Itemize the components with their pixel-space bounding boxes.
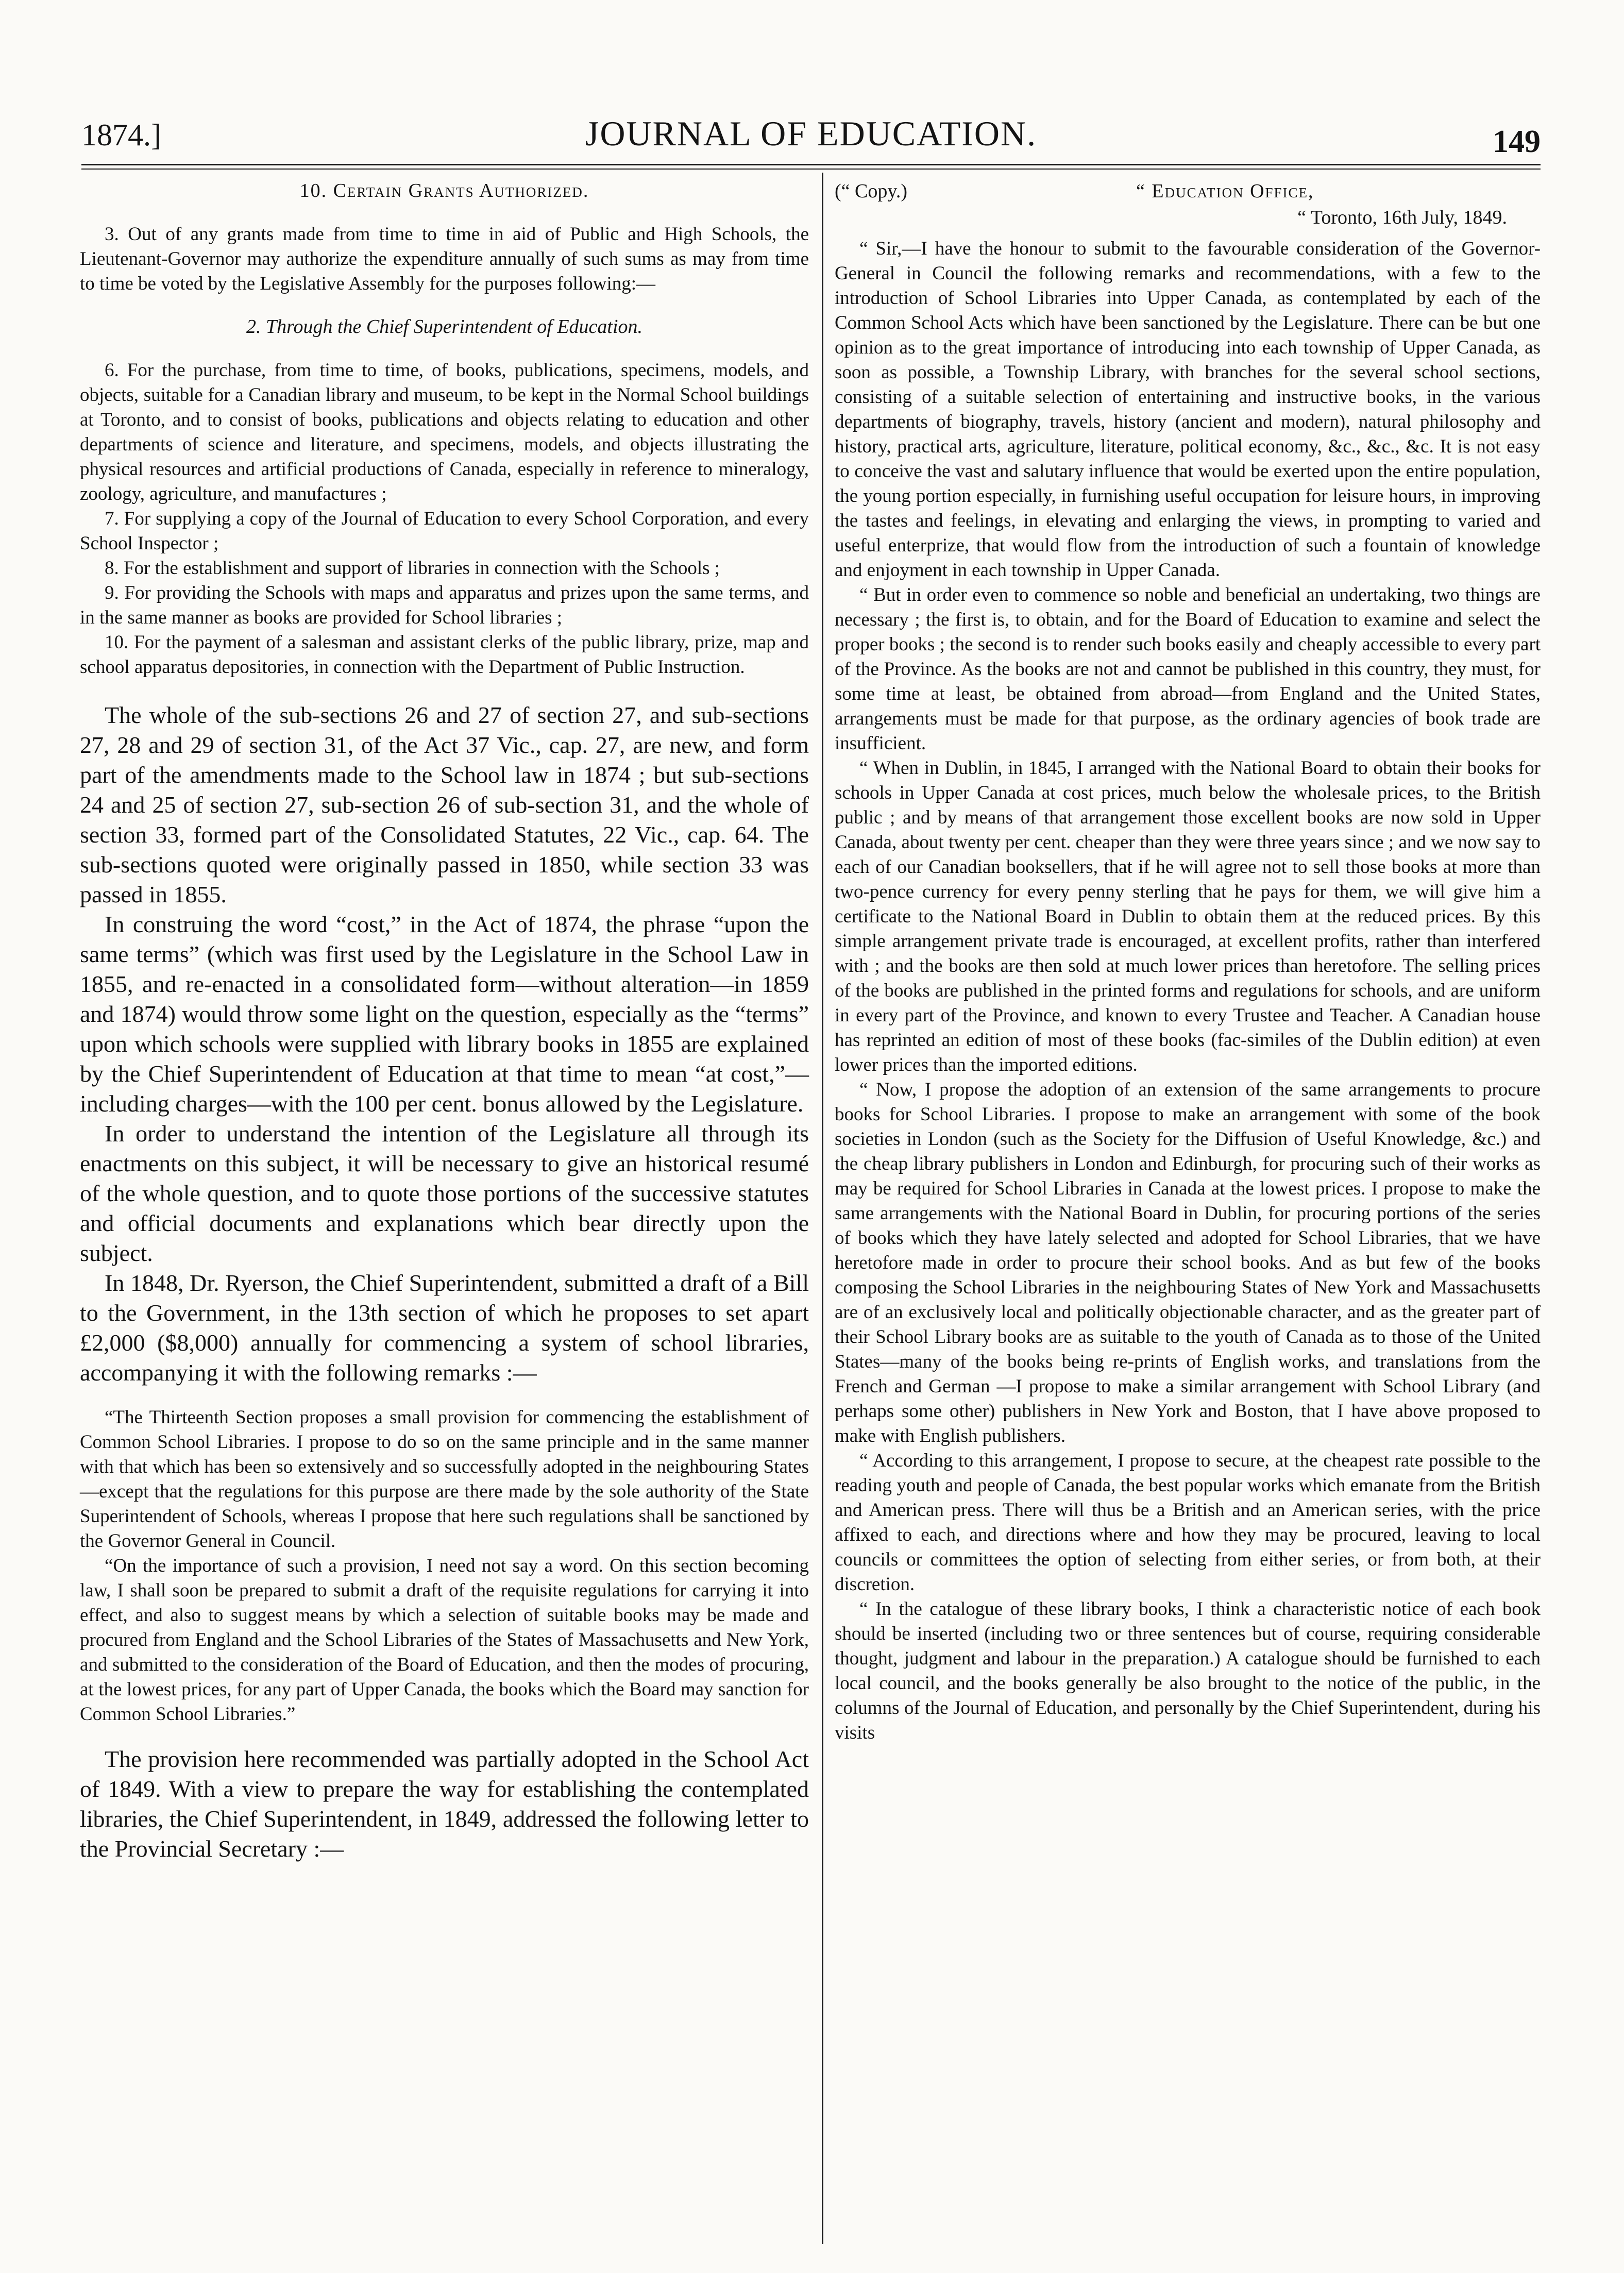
- statute-item: 8. For the establishment and support of libraries in connection with the Schools ;: [105, 558, 720, 579]
- statute-item: 7. For supplying a copy of the Journal of Education to every School Corporation, and every School Inspector ;: [80, 508, 809, 554]
- statute-item: 10. For the payment of a salesman and assistant clerks of the public library, prize, map and school apparatus depositories, in connection with the Department of Public Instruction.: [80, 632, 809, 678]
- header-year: 1874.]: [81, 118, 161, 152]
- statute-intro: 3. Out of any grants made from time to time in aid of Public and High Schools, the Lieutenant-Governor may authorize the expenditure annually of such sums as may from time to time be voted by the Legislative Assembly for the purposes following:—: [80, 224, 809, 294]
- section-title: 10. Certain Grants Authorized.: [299, 180, 589, 201]
- statute-subheading: 2. Through the Chief Superintendent of Education.: [246, 316, 643, 338]
- closing-paragraph: The provision here recommended was partially adopted in the School Act of 1849. With a view to prepare the way for establishing the contemplated libraries, the Chief Superintendent, in 1849, addressed the following letter to the Provincial Secretary :—: [80, 1746, 809, 1862]
- letter-paragraph: “ In the catalogue of these library books, I think a characteristic notice of each book should be inserted (including two or three sentences but of course, requiring considerable thought, judgment and labour in the preparation.) A catalogue should be furnished to each local council, and the books generally be also brought to the notice of the public, in the columns of the Journal of Education, and personally by the Chief Superintendent, during his visits: [835, 1598, 1541, 1743]
- header-rule-thin: [81, 169, 1541, 170]
- journal-title: JOURNAL OF EDUCATION.: [585, 114, 1037, 153]
- quoted-remark: “On the importance of such a provision, I need not say a word. On this section becoming law, I shall soon be prepared to submit a draft of the requisite regulations for carrying it into effect, and also to suggest means by which a selection of suitable books may be made and procured from England and the School Libraries of the States of Massachusetts and New York, and submitted to the consideration of the Board of Education, and then the modes of procuring, at the lowest prices, for any part of Upper Canada, the books which the Board may sanction for Common School Libraries.”: [80, 1555, 809, 1725]
- letter-paragraph: “ When in Dublin, in 1845, I arranged with the National Board to obtain their books for schools in Upper Canada at cost prices, much below the wholesale prices, to the British public ; and by means of that arrangement those excellent books are now sold in Upper Canada, about twenty per cent. cheaper than they were three years since ; and we now say to each of our Canadian booksellers, that if he will agree not to sell those books at more than two-pence currency for every penny sterling that he pays for them, we will give him a certificate to the National Board in Dublin to obtain them at the reduced prices. By this simple arrangement private trade is encouraged, at excellent profits, rather than interfered with ; and the books are then sold at much lower prices than heretofore. The selling prices of the books are published in the printed forms and regulations for schools, and are uniform in every part of the Province, and known to every Trustee and Teacher. A Canadian house has reprinted an edition of most of these books (fac-similes of the Dublin edition) at even lower prices than the imported editions.: [835, 757, 1541, 1075]
- office-name: “ Education Office,: [1136, 180, 1314, 202]
- letter-paragraph: “ But in order even to commence so noble and beneficial an undertaking, two things are necessary ; the first is, to obtain, and for the Board of Education to examine and select the proper books ; the second is to render such books easily and cheaply accessible to every part of the Province. As the books are not and cannot be published in this country, they must, for some time at least, be obtained from abroad—from England and the United States, arrangements must be made for that purpose, as the ordinary agencies of book trade are insufficient.: [835, 584, 1541, 754]
- page-number: 149: [1493, 124, 1541, 159]
- page-header: [81, 103, 1541, 159]
- column-divider: [822, 173, 823, 2244]
- statute-item: 9. For providing the Schools with maps and apparatus and prizes upon the same terms, and in the same manner as books are provided for School libraries ;: [80, 582, 809, 628]
- letter-date: “ Toronto, 16th July, 1849.: [1297, 207, 1507, 228]
- body-paragraph: In 1848, Dr. Ryerson, the Chief Superintendent, submitted a draft of a Bill to the Government, in the 13th section of which he proposes to set apart £2,000 ($8,000) annually for commencing a system of school libraries, accompanying it with the following remarks :—: [80, 1270, 809, 1386]
- statute-item: 6. For the purchase, from time to time, of books, publications, specimens, models, and objects, suitable for a Canadian library and museum, to be kept in the Normal School buildings at Toronto, and to consist of books, publications and objects relating to education and other departments of science and literature, and specimens, models, and objects illustrating the physical resources and artificial productions of Canada, especially in reference to mineralogy, zoology, agriculture, and manufactures ;: [80, 360, 809, 504]
- right-column: [835, 178, 1541, 1745]
- copy-label: (“ Copy.): [835, 180, 908, 202]
- header-rule: [81, 164, 1541, 165]
- quoted-remark: “The Thirteenth Section proposes a small provision for commencing the establishment of Common School Libraries. I propose to do so on the same principle and in the same manner with that which has been so extensively and so successfully adopted in the neighbouring States—except that the regulations for this purpose are there made by the sole authority of the State Superintendent of Schools, whereas I propose that here such regulations shall be sanctioned by the Governor General in Council.: [80, 1407, 809, 1552]
- letter-paragraph: “ According to this arrangement, I propose to secure, at the cheapest rate possible to the reading youth and people of Canada, the best popular works which emanate from the British and American press. There will thus be a British and an American series, with the price affixed to each, and directions where and how they may be procured, leaving to local councils or committees the option of selecting from either series, or from both, at their discretion.: [835, 1450, 1541, 1595]
- letter-paragraph: “ Sir,—I have the honour to submit to the favourable consideration of the Governor-General in Council the following remarks and recommendations, with a few to the introduction of School Libraries into Upper Canada, as contemplated by each of the Common School Acts which have been sanctioned by the Legislature. There can be but one opinion as to the great importance of introducing into each township of Upper Canada, as soon as possible, a Township Library, with branches for the several school sections, consisting of a suitable selection of entertaining and instructive books, in the various departments of biography, travels, history (ancient and modern), natural philosophy and history, practical arts, agriculture, literature, political economy, &c., &c., &c. It is not easy to conceive the vast and salutary influence that would be exerted upon the entire population, the young portion especially, in furnishing useful occupation for leisure hours, in improving the tastes and feelings, in elevating and enlarging the views, in prompting to varied and useful enterprize, that would flow from the introduction of such a fountain of knowledge and enjoyment in each township in Upper Canada.: [835, 238, 1541, 581]
- body-paragraph: The whole of the sub-sections 26 and 27 of section 27, and sub-sections 27, 28 and 29 of section 31, of the Act 37 Vic., cap. 27, are new, and form part of the amendments made to the School law in 1874 ; but sub-sections 24 and 25 of section 27, sub-section 26 of sub-section 31, and the whole of section 33, formed part of the Consolidated Statutes, 22 Vic., cap. 64. The sub-sections quoted were originally passed in 1850, while section 33 was passed in 1855.: [80, 702, 809, 907]
- left-column: [80, 178, 809, 1864]
- body-paragraph: In construing the word “cost,” in the Act of 1874, the phrase “upon the same terms” (which was first used by the Legislature in the School Law in 1855, and re-enacted in a consolidated form—without alteration—in 1859 and 1874) would throw some light on the question, especially as the “terms” upon which schools were supplied with library books in 1855 are explained by the Chief Superintendent of Education at that time to mean “at cost,”—including charges—with the 100 per cent. bonus allowed by the Legislature.: [80, 911, 809, 1117]
- body-paragraph: In order to understand the intention of the Legislature all through its enactments on this subject, it will be necessary to give an historical resumé of the whole question, and to quote those portions of the successive statutes and official documents and explanations which bear directly upon the subject.: [80, 1120, 809, 1266]
- letter-paragraph: “ Now, I propose the adoption of an extension of the same arrangements to procure books for School Libraries. I propose to make an arrangement with some of the book societies in London (such as the Society for the Diffusion of Useful Knowledge, &c.) and the cheap library publishers in London and Edinburgh, for procuring such of their works as may be required for School Libraries in Canada at the lowest prices. I propose to make the same arrangements with the National Board in Dublin, for procuring portions of the series of books which they have lately selected and adopted for School Libraries, that we have heretofore made in order to procure their school books. And as but few of the books composing the School Libraries in the neighbouring States of New York and Massachusetts are of an exclusively local and politically objectionable character, and as the greater part of their School Library books are as suitable to the youth of Canada as to those of the United States—many of the books being re-prints of English works, and translations from the French and German —I propose to make a similar arrangement with School Library (and perhaps some other) publishers in New York and Boston, that I have above proposed to make with English publishers.: [835, 1079, 1541, 1446]
- letter-heading: [835, 178, 1541, 205]
